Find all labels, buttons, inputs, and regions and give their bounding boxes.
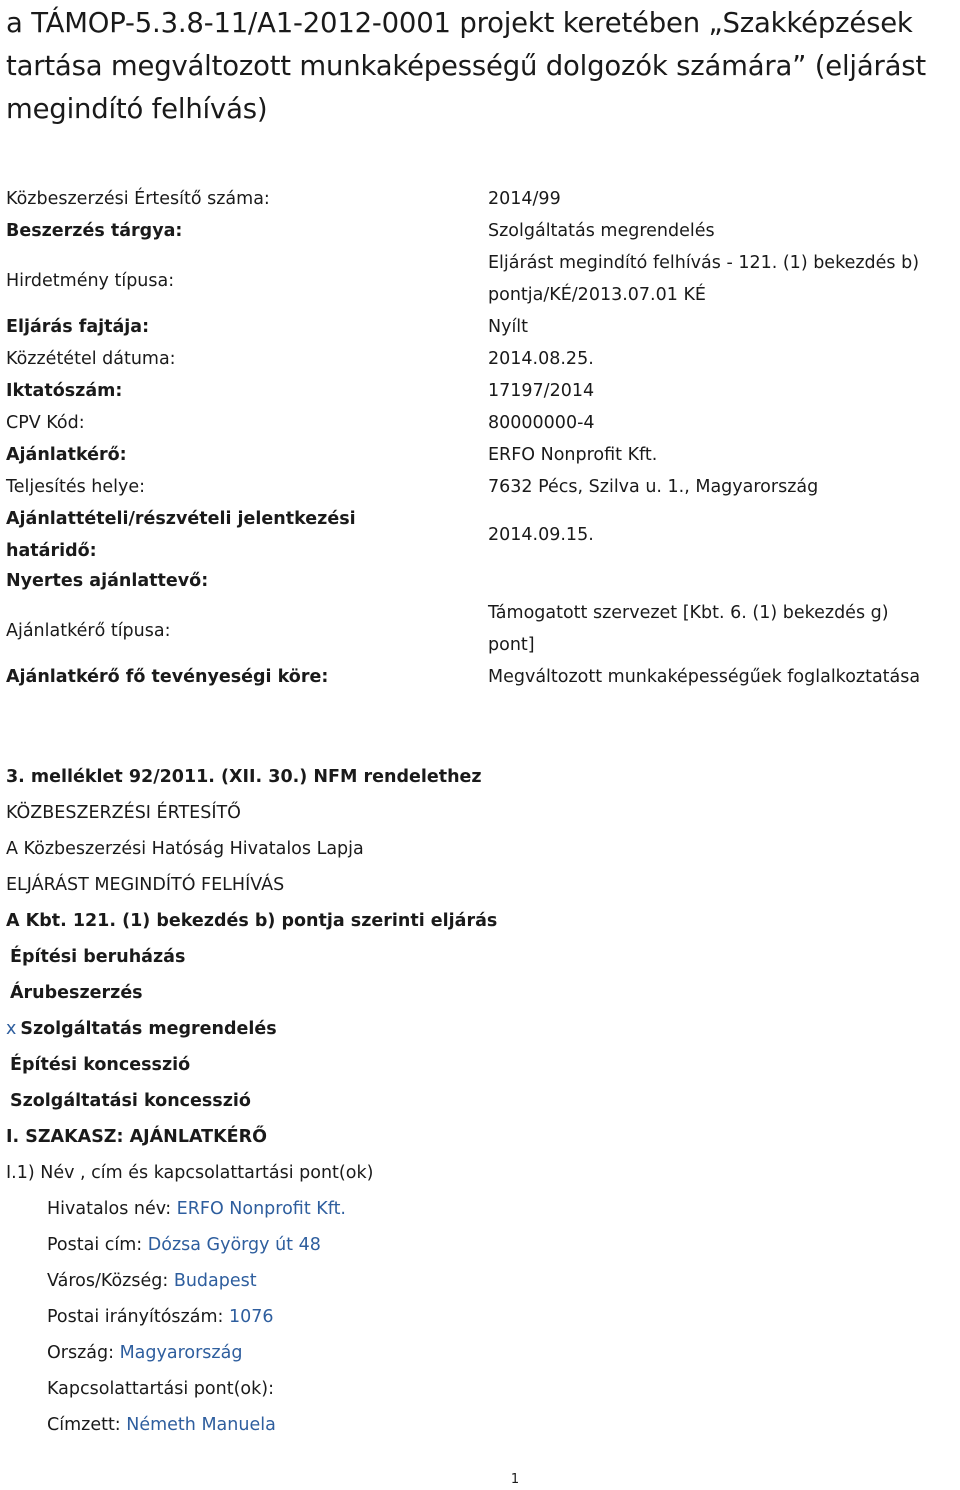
- info-label: Közzététel dátuma:: [6, 349, 176, 369]
- info-value: Megváltozott munkaképességűek foglalkoztatása: [488, 667, 921, 687]
- title-line: tartása megváltozott munkaképességű dolgozók számára” (eljárást: [6, 50, 926, 82]
- section-heading: I. SZAKASZ: AJÁNLATKÉRŐ: [6, 1127, 267, 1147]
- contract-type-option: [6, 978, 143, 1008]
- info-value: 2014.09.15.: [488, 525, 594, 545]
- info-label: Beszerzés tárgya:: [6, 221, 183, 241]
- contract-type-option: [6, 1014, 277, 1044]
- info-label: Közbeszerzési Értesítő száma:: [6, 189, 270, 209]
- info-label: Ajánlatkérő típusa:: [6, 621, 171, 641]
- info-value: Nyílt: [488, 317, 529, 337]
- detail-row: [47, 1374, 274, 1404]
- contract-type-option: [6, 942, 185, 972]
- info-value: 2014.08.25.: [488, 349, 594, 369]
- checkbox-mark: x: [6, 1019, 17, 1039]
- info-value: pontja/KÉ/2013.07.01 KÉ: [488, 285, 706, 305]
- detail-row: [47, 1230, 321, 1260]
- detail-value: Budapest: [173, 1271, 257, 1291]
- contract-type-option: [6, 1086, 251, 1116]
- detail-value: 1076: [228, 1307, 274, 1327]
- info-label: Iktatószám:: [6, 381, 123, 401]
- notice-type: ELJÁRÁST MEGINDÍTÓ FELHÍVÁS: [6, 875, 285, 895]
- journal-title: KÖZBESZERZÉSI ÉRTESÍTŐ: [6, 803, 241, 823]
- page-number: 1: [510, 1472, 520, 1487]
- detail-value: Magyarország: [119, 1343, 243, 1363]
- detail-row: [47, 1194, 346, 1224]
- info-label: Teljesítés helye:: [6, 477, 146, 497]
- info-value: Szolgáltatás megrendelés: [488, 221, 715, 241]
- page-title: [6, 2, 956, 131]
- journal-subtitle: A Közbeszerzési Hatóság Hivatalos Lapja: [6, 839, 364, 859]
- info-label: Hirdetmény típusa:: [6, 271, 175, 291]
- detail-label: Címzett:: [47, 1415, 127, 1435]
- procedure-basis: A Kbt. 121. (1) bekezdés b) pontja szerinti eljárás: [6, 911, 498, 931]
- info-label: Nyertes ajánlattevő:: [6, 571, 209, 591]
- info-value: 7632 Pécs, Szilva u. 1., Magyarország: [488, 477, 819, 497]
- detail-row: [47, 1338, 242, 1368]
- detail-label: Postai irányítószám:: [47, 1307, 229, 1327]
- detail-row: [47, 1302, 274, 1332]
- info-label: Eljárás fajtája:: [6, 317, 150, 337]
- title-line: megindító felhívás): [6, 93, 268, 125]
- detail-label: Város/Község:: [47, 1271, 174, 1291]
- subsection-heading: I.1) Név , cím és kapcsolattartási pont(ok): [6, 1163, 374, 1183]
- info-value: 80000000-4: [488, 413, 595, 433]
- info-value: pont]: [488, 635, 535, 655]
- title-line: a TÁMOP-5.3.8-11/A1-2012-0001 projekt keretében „Szakképzések: [6, 7, 913, 39]
- detail-label: Hivatalos név:: [47, 1199, 177, 1219]
- contract-type-option: [6, 1050, 190, 1080]
- info-label: Ajánlatkérő fő tevényeségi köre:: [6, 667, 329, 687]
- detail-label: Postai cím:: [47, 1235, 148, 1255]
- info-label: Ajánlatkérő:: [6, 445, 127, 465]
- info-value: Támogatott szervezet [Kbt. 6. (1) bekezdés g): [488, 603, 889, 623]
- option-label: Építési koncesszió: [10, 1055, 191, 1075]
- detail-value: ERFO Nonprofit Kft.: [176, 1199, 346, 1219]
- detail-row: [47, 1266, 257, 1296]
- info-value: 17197/2014: [488, 381, 595, 401]
- option-label: Szolgáltatási koncesszió: [10, 1091, 251, 1111]
- info-value: Eljárást megindító felhívás - 121. (1) bekezdés b): [488, 253, 920, 273]
- option-label: Szolgáltatás megrendelés: [20, 1019, 277, 1039]
- detail-label: Kapcsolattartási pont(ok):: [47, 1379, 274, 1399]
- detail-label: Ország:: [47, 1343, 120, 1363]
- option-label: Árubeszerzés: [10, 983, 143, 1003]
- info-value: 2014/99: [488, 189, 561, 209]
- info-label: CPV Kód:: [6, 413, 85, 433]
- info-label: határidő:: [6, 541, 97, 561]
- annex-reference: 3. melléklet 92/2011. (XII. 30.) NFM rendelethez: [6, 767, 482, 787]
- info-label: Ajánlattételi/részvételi jelentkezési: [6, 509, 356, 529]
- info-value: ERFO Nonprofit Kft.: [488, 445, 658, 465]
- option-label: Építési beruházás: [10, 947, 186, 967]
- detail-row: [47, 1410, 276, 1440]
- detail-value: Németh Manuela: [126, 1415, 276, 1435]
- detail-value: Dózsa György út 48: [147, 1235, 321, 1255]
